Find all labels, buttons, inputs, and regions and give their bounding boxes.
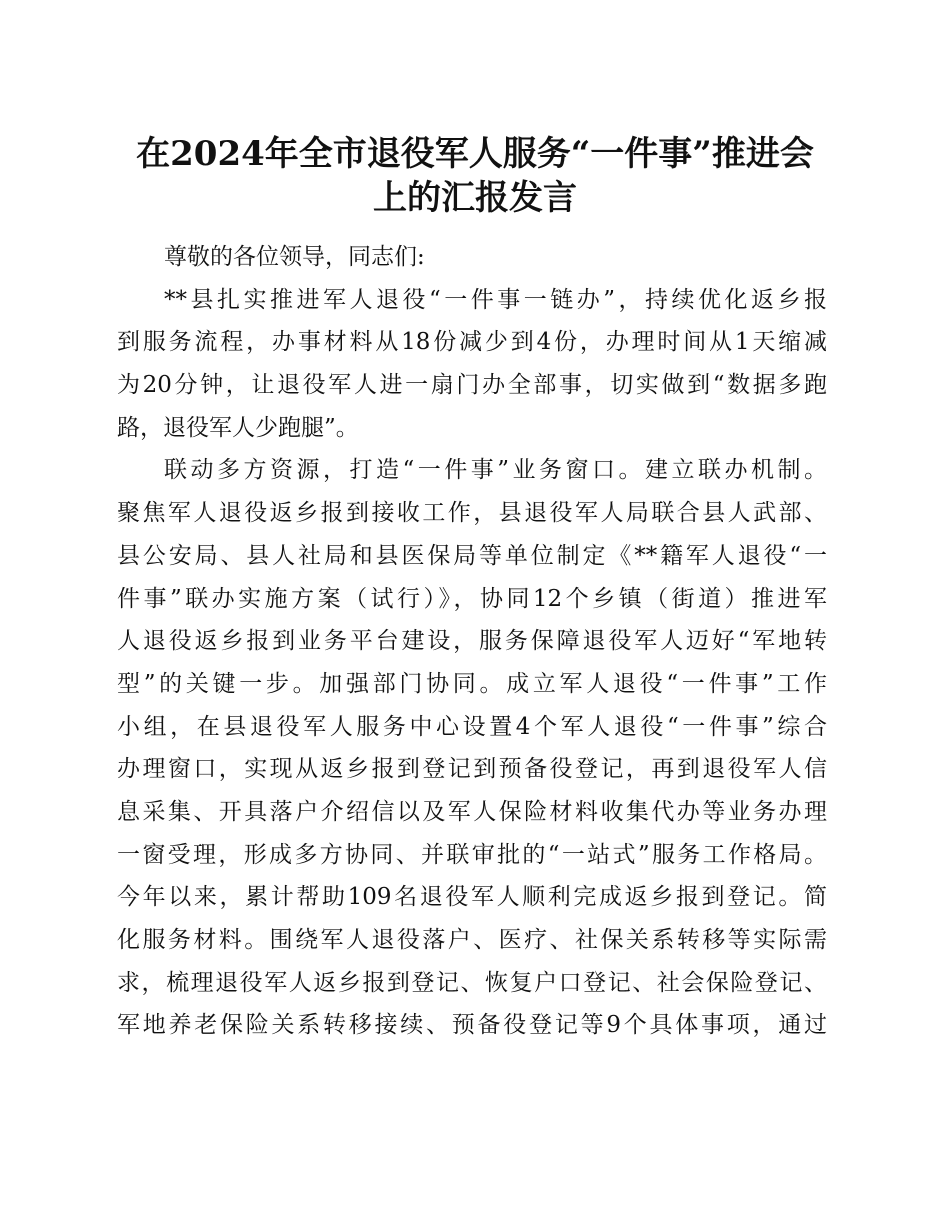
- paragraph-line: 小组，在县退役军人服务中心设置4个军人退役“一件事”综合: [117, 713, 827, 740]
- paragraph-line: 为20分钟，让退役军人进一扇门办全部事，切实做到“数据多跑: [117, 372, 827, 399]
- salutation: 尊敬的各位领导，同志们:: [164, 244, 425, 270]
- paragraph-line: 一窗受理，形成多方协同、并联审批的“一站式”服务工作格局。: [117, 841, 827, 868]
- paragraph-line: 联动多方资源，打造“一件事”业务窗口。建立联办机制。: [164, 457, 827, 484]
- document-body: [117, 236, 827, 1047]
- paragraph-line: 聚焦军人退役返乡报到接收工作，县退役军人局联合县人武部、: [117, 500, 827, 527]
- title-line-1: 在2024年全市退役军人服务“一件事”推进会: [136, 134, 814, 174]
- paragraph-line: 件事”联办实施方案（试行）》，协同12个乡镇（街道）推进军: [117, 585, 827, 612]
- paragraph-line: 息采集、开具落户介绍信以及军人保险材料收集代办等业务办理: [117, 798, 827, 825]
- paragraph-line: 路，退役军人少跑腿”。: [117, 414, 359, 441]
- paragraph-line: 到服务流程，办事材料从18份减少到4份，办理时间从1天缩减: [117, 329, 827, 356]
- paragraph-line: 化服务材料。围绕军人退役落户、医疗、社保关系转移等实际需: [117, 927, 827, 953]
- paragraph-line: 人退役返乡报到业务平台建设，服务保障退役军人迈好“军地转: [117, 628, 827, 655]
- paragraph-line: 县公安局、县人社局和县医保局等单位制定《**籍军人退役“一: [117, 542, 827, 569]
- paragraph-line: **县扎实推进军人退役“一件事一链办”，持续优化返乡报: [164, 286, 827, 313]
- title-line-2: 上的汇报发言: [373, 178, 577, 218]
- paragraph-line: 军地养老保险关系转移接续、预备役登记等9个具体事项，通过: [117, 1012, 827, 1039]
- paragraph-line: 求，梳理退役军人返乡报到登记、恢复户口登记、社会保险登记、: [117, 969, 827, 996]
- document-title: [110, 132, 840, 220]
- paragraph-line: 办理窗口，实现从返乡报到登记到预备役登记，再到退役军人信: [117, 756, 827, 783]
- paragraph-line: 今年以来，累计帮助109名退役军人顺利完成返乡报到登记。简: [117, 884, 827, 911]
- paragraph-line: 型”的关键一步。加强部门协同。成立军人退役“一件事”工作: [117, 670, 827, 697]
